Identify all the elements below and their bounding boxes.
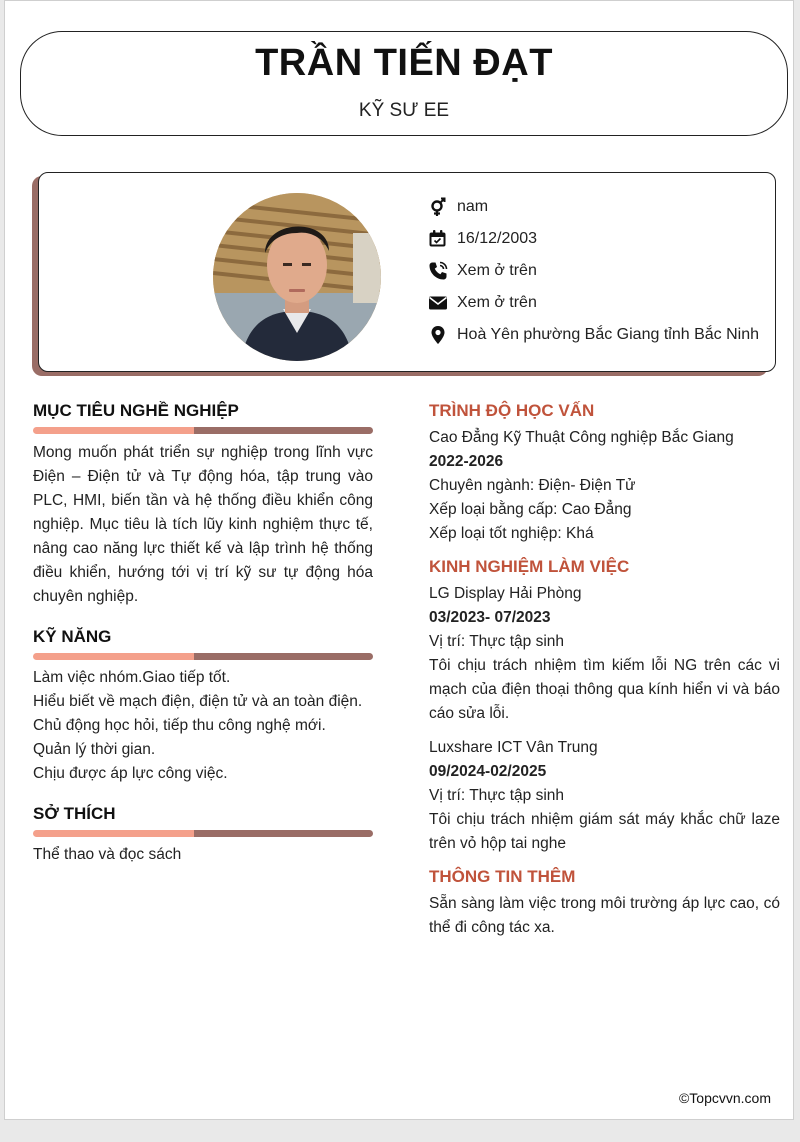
candidate-name: TRẦN TIẾN ĐẠT bbox=[255, 42, 553, 84]
section-bar bbox=[33, 427, 373, 434]
skill-item: Chịu được áp lực công việc. bbox=[33, 765, 228, 782]
right-column bbox=[429, 399, 780, 940]
envelope-icon bbox=[428, 293, 448, 313]
job-position: Vị trí: Thực tập sinh bbox=[429, 633, 565, 650]
gender-value: nam bbox=[457, 198, 489, 215]
address-value: Hoà Yên phường Bắc Giang tỉnh Bắc Ninh bbox=[457, 326, 759, 343]
contact-email bbox=[428, 287, 759, 319]
skill-item: Hiểu biết về mạch điện, điện tử và an toàn điện. bbox=[33, 693, 363, 710]
cv-header bbox=[20, 31, 788, 136]
cv-page bbox=[4, 0, 794, 1120]
info-card bbox=[38, 172, 776, 372]
skills-title: KỸ NĂNG bbox=[33, 627, 112, 646]
job-position: Vị trí: Thực tập sinh bbox=[429, 787, 565, 804]
experience-title: KINH NGHIỆM LÀM VIỆC bbox=[429, 557, 630, 576]
objective-title: MỤC TIÊU NGHỀ NGHIỆP bbox=[33, 401, 239, 420]
education-degree-rank: Xếp loại bằng cấp: Cao Đẳng bbox=[429, 501, 632, 518]
hobbies-section bbox=[33, 804, 373, 867]
job-period: 03/2023- 07/2023 bbox=[429, 609, 551, 626]
job-company: Luxshare ICT Vân Trung bbox=[429, 739, 598, 756]
avatar bbox=[213, 193, 381, 361]
job-company: LG Display Hải Phòng bbox=[429, 585, 582, 602]
skill-item: Chủ động học hỏi, tiếp thu công nghệ mới. bbox=[33, 717, 326, 734]
hobbies-title: SỞ THÍCH bbox=[33, 804, 116, 823]
contact-gender bbox=[428, 191, 759, 223]
location-pin-icon bbox=[428, 325, 448, 345]
objective-section bbox=[33, 401, 373, 609]
gender-icon bbox=[428, 197, 448, 217]
skill-item: Quản lý thời gian. bbox=[33, 741, 156, 758]
candidate-title: KỸ SƯ EE bbox=[358, 100, 450, 121]
additional-title: THÔNG TIN THÊM bbox=[429, 867, 576, 886]
phone-value: Xem ở trên bbox=[457, 262, 537, 279]
email-value: Xem ở trên bbox=[457, 294, 537, 311]
section-bar bbox=[33, 653, 373, 660]
skill-item: Làm việc nhóm.Giao tiếp tốt. bbox=[33, 669, 231, 686]
additional-section bbox=[429, 865, 780, 940]
phone-icon bbox=[428, 261, 448, 281]
education-section bbox=[429, 399, 780, 546]
experience-section bbox=[429, 555, 780, 856]
hobbies-text: Thể thao và đọc sách bbox=[33, 846, 182, 863]
experience-item bbox=[429, 736, 780, 856]
objective-text: Mong muốn phát triển sự nghiệp trong lĩnh vực Điện – Điện tử và Tự động hóa, tập trung vào PLC, HMI, biến tần và hệ thống điều khiển công nghiệp. Mục tiêu là tích lũy kinh nghiệm thực tế, nâng cao năng lực thiết kế và lập trình hệ thống điều khiển, hướng tới vị trí kỹ sư tự động hóa chuyên nghiệp. bbox=[33, 444, 373, 605]
calendar-icon bbox=[428, 229, 448, 249]
footer-credit: ©Topcvvn.com bbox=[678, 1090, 771, 1106]
contact-address bbox=[428, 319, 759, 351]
job-description: Tôi chịu trách nhiệm giám sát máy khắc chữ laze trên vỏ hộp tai nghe bbox=[429, 811, 780, 852]
job-period: 09/2024-02/2025 bbox=[429, 763, 547, 780]
education-title: TRÌNH ĐỘ HỌC VẤN bbox=[429, 401, 595, 420]
contact-list bbox=[428, 191, 759, 351]
experience-item bbox=[429, 582, 780, 726]
birthday-value: 16/12/2003 bbox=[457, 230, 538, 247]
education-period: 2022-2026 bbox=[429, 453, 504, 470]
job-description: Tôi chịu trách nhiệm tìm kiếm lỗi NG trên các vi mạch của điện thoại thông qua kính hiển vi và báo cáo sửa lỗi. bbox=[429, 657, 780, 722]
education-school: Cao Đẳng Kỹ Thuật Công nghiệp Bắc Giang bbox=[429, 429, 734, 446]
additional-text: Sẵn sàng làm việc trong môi trường áp lực cao, có thể đi công tác xa. bbox=[429, 895, 780, 936]
skills-section bbox=[33, 627, 373, 786]
contact-birthday bbox=[428, 223, 759, 255]
education-grad-rank: Xếp loại tốt nghiệp: Khá bbox=[429, 525, 594, 542]
contact-phone bbox=[428, 255, 759, 287]
left-column bbox=[33, 401, 373, 867]
section-bar bbox=[33, 830, 373, 837]
education-major: Chuyên ngành: Điện- Điện Tử bbox=[429, 477, 636, 494]
